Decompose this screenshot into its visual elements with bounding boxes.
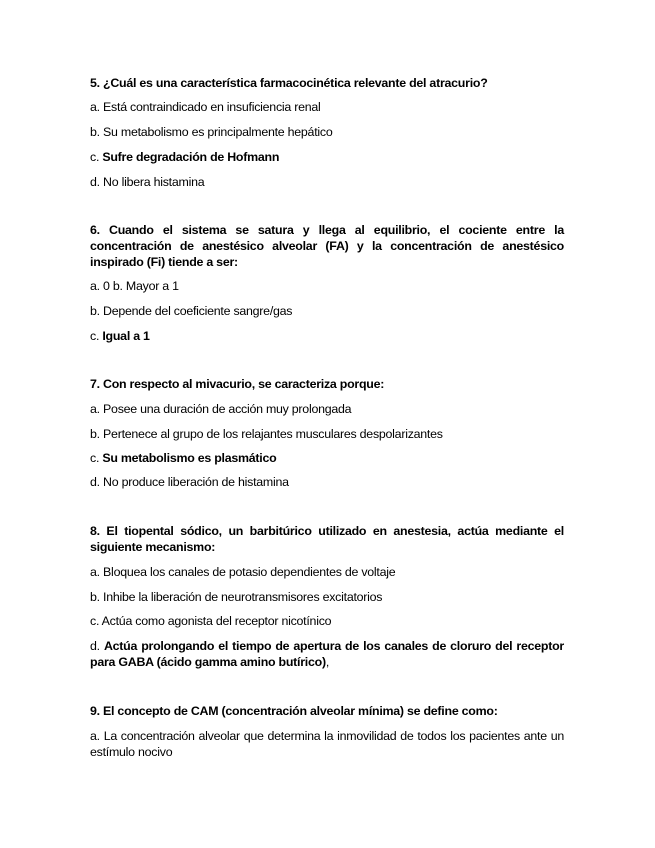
option-8a: a. Bloquea los canales de potasio dependientes de voltaje <box>90 565 396 579</box>
question-title: 9. El concepto de CAM (concentración alveolar mínima) se define como: <box>90 704 498 718</box>
option-5d: d. No libera histamina <box>90 175 205 189</box>
option-5b: b. Su metabolismo es principalmente hepático <box>90 125 333 139</box>
option-6c-correct: c. Igual a 1 <box>90 329 150 343</box>
question-7 <box>90 376 564 392</box>
question-title: 8. El tiopental sódico, un barbitúrico utilizado en anestesia, actúa mediante el siguiente mecanismo: <box>90 524 564 554</box>
question-5 <box>90 75 564 91</box>
option-7c-correct: c. Su metabolismo es plasmático <box>90 451 277 465</box>
option-8b: b. Inhibe la liberación de neurotransmisores excitatorios <box>90 590 383 604</box>
option-6b: b. Depende del coeficiente sangre/gas <box>90 304 293 318</box>
option-7a: a. Posee una duración de acción muy prolongada <box>90 402 352 416</box>
option-7d: d. No produce liberación de histamina <box>90 475 289 489</box>
option-8c: c. Actúa como agonista del receptor nicotínico <box>90 614 332 628</box>
question-title: 5. ¿Cuál es una característica farmacocinética relevante del atracurio? <box>90 76 488 90</box>
option-8d-correct: d. Actúa prolongando el tiempo de apertura de los canales de cloruro del receptor para GABA (ácido gamma amino butírico), <box>90 639 564 669</box>
question-title: 6. Cuando el sistema se satura y llega al equilibrio, el cociente entre la concentración de anestésico alveolar (FA) y la concentración de anestésico inspirado (Fi) tiende a ser: <box>90 223 564 269</box>
option-9a: a. La concentración alveolar que determina la inmovilidad de todos los pacientes ante un estímulo nocivo <box>90 729 564 759</box>
question-9 <box>90 703 564 719</box>
question-8 <box>90 523 564 555</box>
option-5c-correct: c. Sufre degradación de Hofmann <box>90 150 280 164</box>
option-7b: b. Pertenece al grupo de los relajantes musculares despolarizantes <box>90 427 443 441</box>
question-6 <box>90 222 564 270</box>
option-5a: a. Está contraindicado en insuficiencia renal <box>90 100 321 114</box>
option-6a: a. 0 b. Mayor a 1 <box>90 279 179 293</box>
question-title: 7. Con respecto al mivacurio, se caracteriza porque: <box>90 377 385 391</box>
